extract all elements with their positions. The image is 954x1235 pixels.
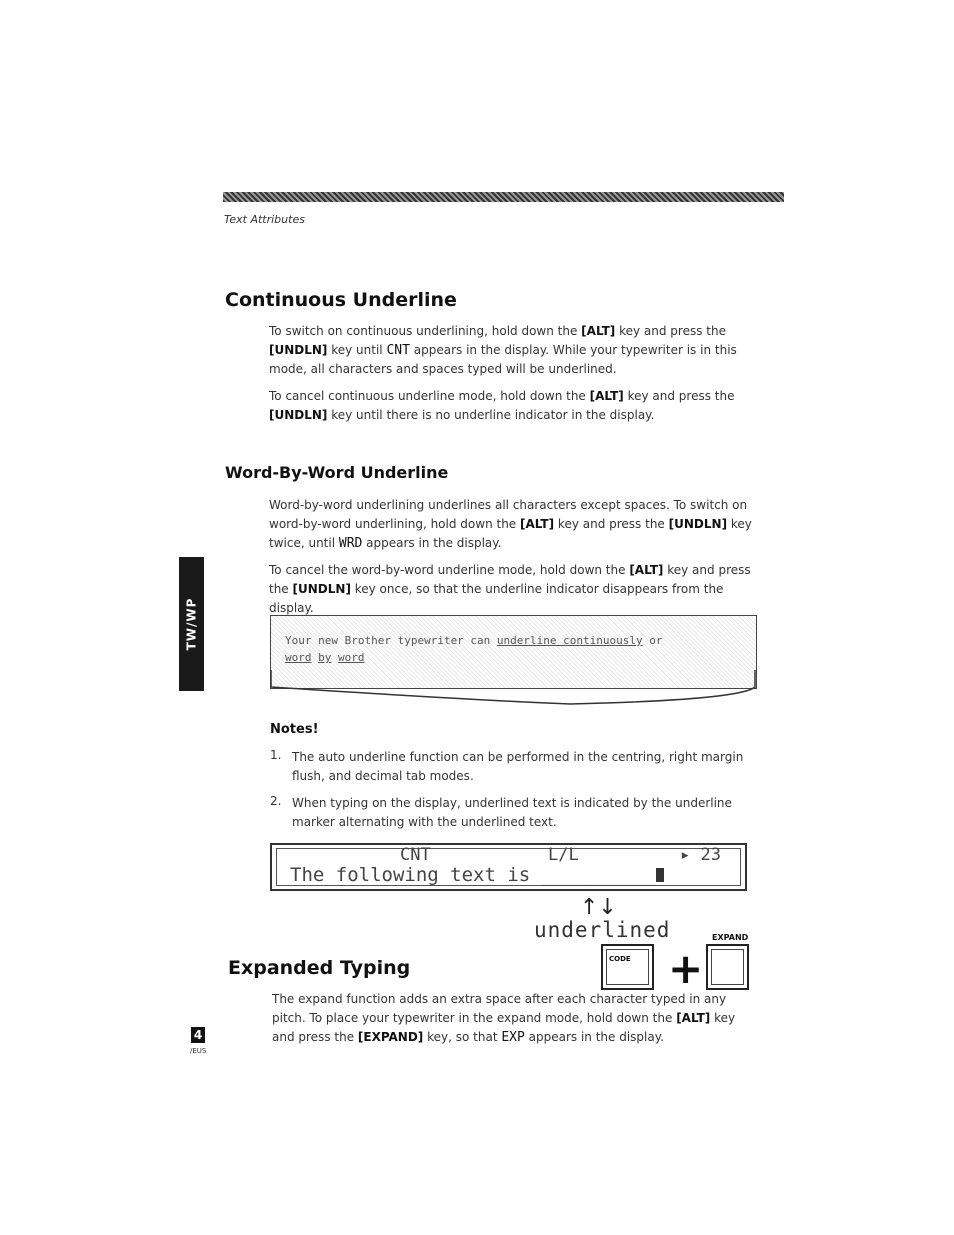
text: key, so that <box>423 1030 502 1044</box>
text: key and press the <box>269 563 751 596</box>
text: key and press the <box>554 517 669 531</box>
note-text: The auto underline function can be performed in the centring, right margin flush, and decimal tab modes. <box>292 750 744 783</box>
code-key-label: CODE <box>609 955 631 963</box>
note-number: 2. <box>270 794 282 808</box>
text: To cancel continuous underline mode, hold down the <box>269 389 590 403</box>
text: Word-by-word underlining underlines all characters except spaces. To switch on word-by-word underlining, hold down the <box>269 498 748 531</box>
paragraph <box>269 496 754 553</box>
lcd-counter: ▸ 23 <box>680 845 721 865</box>
display-indicator: CNT <box>386 343 410 358</box>
text: key once, so that the underline indicator disappears from the display. <box>269 582 724 615</box>
key-name: [ALT] <box>581 324 616 338</box>
side-tab <box>179 557 204 691</box>
text: To cancel the word-by-word underline mode, hold down the <box>269 563 630 577</box>
text: appears in the display. <box>362 536 502 550</box>
underlined-word: word <box>338 651 365 664</box>
lcd-line-mode: L/L <box>548 845 579 865</box>
section-title-expanded-typing: Expanded Typing <box>228 957 411 979</box>
paragraph <box>269 322 754 379</box>
text: key until there is no underline indicator in the display. <box>327 408 655 422</box>
text: or <box>642 634 663 647</box>
paper-sample-text <box>285 632 735 666</box>
text: Your new Brother typewriter can <box>285 634 497 647</box>
key-name: [ALT] <box>520 517 555 531</box>
text: To switch on continuous underlining, hold down the <box>269 324 582 338</box>
text: key and press the <box>623 389 735 403</box>
paragraph <box>269 387 754 425</box>
lcd-mode: CNT <box>400 845 431 865</box>
expand-key-label: EXPAND <box>712 933 749 942</box>
paragraph <box>269 561 754 618</box>
paper-curl-graphic <box>270 670 756 715</box>
display-indicator: EXP <box>501 1030 525 1045</box>
note-text: When typing on the display, underlined text is indicated by the underline marker alternating with the underlined text. <box>292 796 732 829</box>
code-key-icon <box>601 944 654 990</box>
underlined-text: underline continuously <box>496 634 643 647</box>
running-head: Text Attributes <box>224 213 305 226</box>
key-name: [UNDLN] <box>269 408 328 422</box>
underlined-word: word <box>285 651 312 664</box>
text: key twice, until <box>269 517 752 550</box>
lcd-alternate-text: underlined <box>534 918 671 942</box>
alternating-arrows-icon: ↑↓ <box>580 895 617 920</box>
lcd-text: The following text is __________ <box>290 864 664 886</box>
text: key and press the <box>615 324 726 338</box>
text: appears in the display. While your typewriter is in this mode, all characters and spaces typed will be underlined. <box>269 343 737 376</box>
paragraph <box>272 990 754 1047</box>
side-tab-label: TW/WP <box>184 597 199 651</box>
text: The expand function adds an extra space after each character typed in any pitch. To place your typewriter in the expand mode, hold down the <box>272 992 727 1025</box>
page-number: 4 <box>191 1027 205 1043</box>
section-title-continuous-underline: Continuous Underline <box>225 289 457 311</box>
key-name: [EXPAND] <box>357 1030 424 1044</box>
key-name: [UNDLN] <box>269 343 328 357</box>
section-title-word-by-word: Word-By-Word Underline <box>225 463 449 482</box>
text: key and press the <box>272 1011 736 1044</box>
key-name: [ALT] <box>629 563 664 577</box>
lcd-cursor <box>656 868 664 882</box>
notes-title: Notes! <box>270 722 319 737</box>
key-name: [UNDLN] <box>668 517 728 531</box>
key-name: [UNDLN] <box>292 582 351 596</box>
header-rule <box>223 192 784 202</box>
key-name: [ALT] <box>589 389 624 403</box>
note-number: 1. <box>270 748 282 762</box>
display-indicator: WRD <box>338 536 363 551</box>
key-name: [ALT] <box>676 1011 711 1025</box>
page-code: /EUS <box>190 1047 207 1055</box>
plus-icon: + <box>668 944 704 993</box>
underlined-word: by <box>318 651 332 664</box>
text: appears in the display. <box>524 1030 664 1044</box>
expand-key-icon <box>706 944 749 990</box>
lcd-text-content: The following text is <box>290 864 542 886</box>
text: key until <box>327 343 387 357</box>
